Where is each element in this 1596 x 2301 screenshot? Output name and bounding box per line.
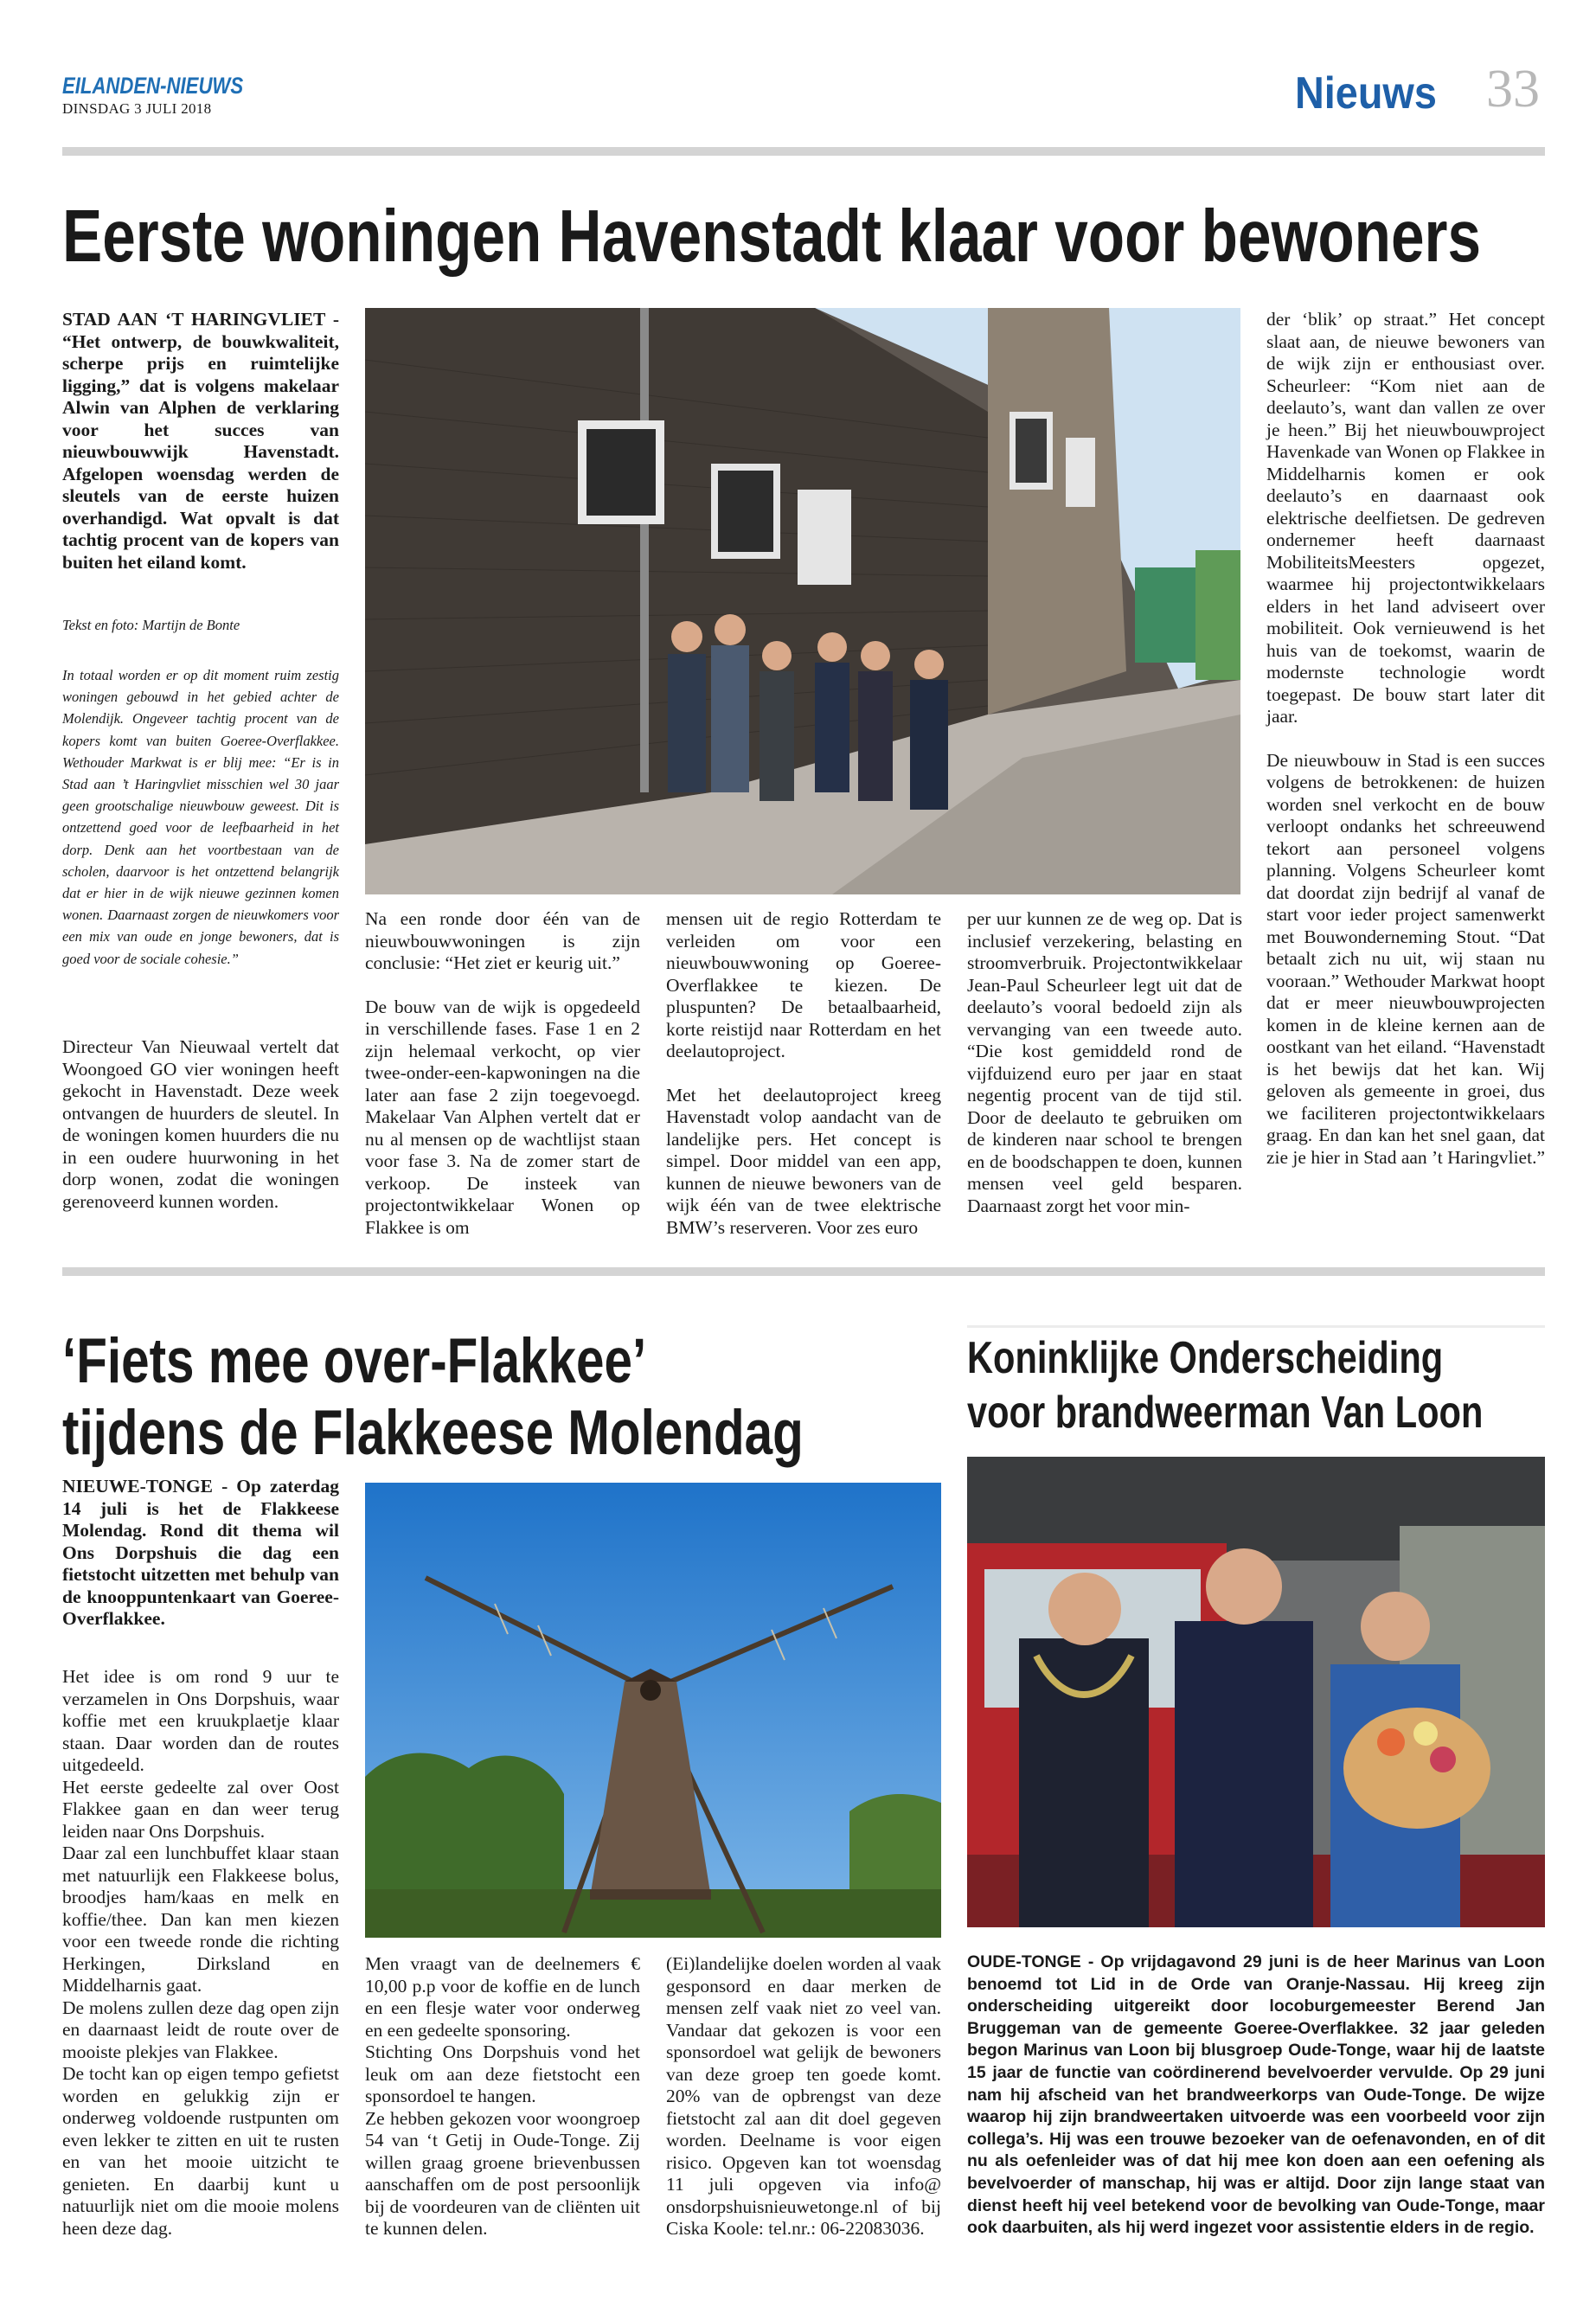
section-divider [62, 1267, 1545, 1276]
article1-col5 [1266, 309, 1545, 1169]
article1-col3-p2: Met het deelautoproject kreeg Havenstadt volop aandacht van de landelijke pers. Het concept is simpel. Door middel van een app, kunnen de nieuwe bewoners van de wijk één van de twee elektrische BMW’s reserveren. Voor zes euro [666, 1084, 941, 1238]
windmill-photo [365, 1483, 941, 1938]
article3-top-rule [967, 1325, 1545, 1328]
section-label: Nieuws [1295, 68, 1437, 119]
article1-credit-text: Tekst en foto: Martijn de Bonte [62, 617, 240, 633]
article1-col5-p2: De nieuwbouw in Stad is een succes volgens de betrokkenen: de huizen worden snel verkocht en de bouw verloopt ondanks het schreeuwend tekort aan personeel volgens planning. Volgens Scheurleer komt dat doordat zijn bedrijf al vanaf de start voor ieder project samenwerkt met Bouwonderneming Stout. “Dat betaalt zich nu uit, wij staan nu vooraan.” Wethouder Markwat hoopt dat er meer nieuwbouwprojecten komen in de kleine kernen aan de oostkant van het eiland. “Havenstadt is het bewijs dat het kan. Wij geloven als gemeente in groei, dus we faciliteren projectontwikkelaars graag. En dan kan het snel gaan, dat zie je hier in Stad aan ’t Haringvliet.” [1266, 749, 1545, 1168]
article1-headline: Eerste woningen Havenstadt klaar voor bewoners [62, 195, 1482, 278]
article1-col1-p1: Directeur Van Nieuwaal vertelt dat Woongoed GO vier woningen heeft gekocht in Havenstadt. Deze week ontvangen de huurders de sleutel. In de woningen komen huurders die nu in een oudere huurwoning in het dorp wonen, zodat die woningen gerenoveerd kunnen worden. [62, 1036, 339, 1212]
article2-col1-p4: De molens zullen deze dag open zijn en daarnaast leidt de route over de mooiste plekjes van Flakkee. [62, 1997, 339, 2062]
havenstadt-photo [365, 308, 1240, 894]
article3-headline-line1: Koninklijke Onderscheiding [967, 1333, 1444, 1383]
issue-date: DINSDAG 3 JULI 2018 [62, 100, 212, 117]
article1-col5-p1: der ‘blik’ op straat.” Het concept slaat aan, de nieuwe bewoners van de wijk zijn er enthousiast over. Scheurleer: “Kom niet aan de deelauto’s, want dan vallen ze over je heen.” Bij het nieuwbouwproject Havenkade van Wonen op Flakkee in Middelharnis komen er ook deelauto’s en daarnaast ook elektrische deelfietsen. De gedreven ondernemer heeft daarnaast MobiliteitsMeesters opgezet, waarmee hij projectontwikkelaars elders in het land adviseert over mobiliteit. Ook vernieuwend is het huis van de toekomst, waarin de modernste technologie wordt toegepast. De bouw start later dit jaar. [1266, 309, 1545, 727]
article1-intro [62, 664, 339, 970]
article1-col3 [666, 908, 941, 1239]
article2-col1 [62, 1666, 339, 2240]
article2-col1-p2: Het eerste gedeelte zal over Oost Flakkee gaan en dan weer terug leiden naar Ons Dorpshuis. [62, 1776, 339, 1842]
article1-col2-p1: Na een ronde door één van de nieuwbouwwoningen is zijn conclusie: “Het ziet er keurig uit.” [365, 908, 640, 973]
article3-caption: OUDE-TONGE - Op vrijdagavond 29 juni is de heer Marinus van Loon benoemd tot Lid in de Orde van Oranje-Nassau. Hij kreeg zijn onderscheiding uitgereikt door locoburgemeester Berend Jan Bruggeman van de gemeente Goeree-Overflakkee. 32 jaar geleden begon Marinus van Loon bij blusgroep Oude-Tonge, waar hij de laatste 15 jaar de functie van coördinerend bevelvoerder vervulde. Op 29 juni nam hij afscheid van het brandweerkorps van Oude-Tonge. De wijze waarop hij zijn brandweertaken uitvoerde was een voorbeeld voor zijn collega’s. Hij was een trouwe bezoeker van de oefenavonden, en of dit nu als oefenleider was of dat hij mee kon doen aan een oefening als bevelvoerder of manschap, hij was er altijd. Door zijn lange staat van dienst heeft hij veel betekend voor de bevolking van Oude-Tonge, maar ook daarbuiten, als hij werd ingezet voor assistentie elders in de regio. [967, 1952, 1545, 2238]
article3-headline-line2: voor brandweerman Van Loon [967, 1388, 1484, 1438]
article1-col1 [62, 1036, 339, 1213]
article1-intro-text: In totaal worden er op dit moment ruim zestig woningen gebouwd in het gebied achter de Molendijk. Ongeveer tachtig procent van de kopers komt van buiten Goeree-Overflakkee. Wethouder Markwat is er blij mee: “Er is in Stad aan ’t Haringvliet misschien wel 30 jaar geen grootschalige nieuwbouw geweest. Dit is ontzettend goed voor de leefbaarheid in het dorp. Denk aan het voortbestaan van de scholen, daarvoor is het ontzettend belangrijk dat er hier in de wijk nieuwe gezinnen komen wonen. Daarnaast zorgen de nieuwkomers voor een mix van oude en jonge bewoners, dat is goed voor de sociale cohesie.” [62, 667, 339, 967]
article1-lead-text: STAD AAN ‘T HARINGVLIET - “Het ontwerp, de bouwkwaliteit, scherpe prijs en ruimtelijke ligging,” dat is volgens makelaar Alwin van Alphen de verklaring voor het succes van nieuwbouwwijk Havenstadt. Afgelopen woensdag werden de sleutels van de eerste huizen overhandigd. Wat opvalt is dat tachtig procent van de kopers van buiten het eiland komt. [62, 309, 339, 573]
article2-col3-p1: (Ei)landelijke doelen worden al vaak gesponsord en daar merken de mensen zelf vaak niet zo veel van. Vandaar dat gekozen is voor een sponsordoel wat gelijk de bewoners van deze groep ten goede komt. 20% van de opbrengst van deze fietstocht zal aan dit doel gegeven worden. Deelname is voor eigen risico. Opgeven kan tot woensdag 11 juli opgeven via info@ onsdorpshuisnieuwetonge.nl of bij Ciska Koole: tel.nr.: 06-22083036. [666, 1953, 941, 2239]
article1-col2-p2: De bouw van de wijk is opgedeeld in verschillende fases. Fase 1 en 2 zijn helemaal verkocht, op vier twee-onder-een-kapwoningen na die later aan fase 2 zijn toegevoegd. Makelaar Van Alphen vertelt dat er nu al mensen op de wachtlijst staan voor fase 3. Na de zomer start de verkoop. De insteek van projectontwikkelaar Wonen op Flakkee is om [365, 996, 640, 1238]
article1-credit [62, 614, 339, 636]
article1-lead [62, 309, 339, 574]
article2-col3 [666, 1953, 941, 2240]
article1-col3-p1: mensen uit de regio Rotterdam te verleiden om voor een nieuwbouwwoning op Goeree-Overflakkee te kiezen. De pluspunten? De betaalbaarheid, korte reistijd naar Rotterdam en het deelautoproject. [666, 908, 941, 1061]
article2-headline-line2: tijdens de Flakkeese Molendag [62, 1398, 804, 1468]
article1-col4-p1: per uur kunnen ze de weg op. Dat is inclusief verzekering, belasting en stroomverbruik. Projectontwikkelaar Jean-Paul Scheurleer legt uit dat de deelauto’s vooral bedoeld zijn als vervanging van een tweede auto. “Die kost gemiddeld rond de vijfduizend euro per jaar en staat negentig procent van de tijd stil. Door de deelauto te gebruiken om de kinderen naar school te brengen en de boodschappen te doen, kunnen mensen veel geld besparen. Daarnaast zorgt het voor min- [967, 908, 1242, 1216]
page-number: 33 [1486, 60, 1540, 119]
article1-col4 [967, 908, 1242, 1217]
article2-lead-text: NIEUWE-TONGE - Op zaterdag 14 juli is het de Flakkeese Molendag. Rond dit thema wil Ons Dorpshuis die dag een fietstocht uitzetten met behulp van de knooppuntenkaart van Goeree-Overflakkee. [62, 1476, 339, 1629]
header-divider [62, 147, 1545, 156]
article2-col2 [365, 1953, 640, 2240]
masthead-logo: EILANDEN-NIEUWS [62, 73, 244, 99]
article2-col2-p1: Men vraagt van de deelnemers € 10,00 p.p voor de koffie en de lunch en een flesje water voor onderweg en een gedeelte sponsoring. [365, 1953, 640, 2041]
article2-headline-line1: ‘Fiets mee over-Flakkee’ [62, 1326, 647, 1396]
article1-col2 [365, 908, 640, 1239]
article2-lead [62, 1476, 339, 1631]
article2-col1-p1: Het idee is om rond 9 uur te verzamelen in Ons Dorpshuis, waar koffie met een kruukplaetje klaar staan. Daar worden dan de routes uitgedeeld. [62, 1666, 339, 1775]
article2-col2-p3: Ze hebben gekozen voor woongroep 54 van ‘t Getij in Oude-Tonge. Zij willen graag groene brievenbussen aanschaffen om de post persoonlijk bij de voordeuren van de cliënten uit te kunnen delen. [365, 2107, 640, 2239]
award-photo [967, 1457, 1545, 1927]
article2-col1-p3: Daar zal een lunchbuffet klaar staan met natuurlijk een Flakkeese bolus, broodjes ham/kaas en melk en koffie/thee. Dan kan men kiezen voor een tweede ronde die richting Herkingen, Dirksland en Middelharnis gaat. [62, 1843, 339, 1996]
article2-col2-p2: Stichting Ons Dorpshuis vond het leuk om aan deze fietstocht een sponsordoel te hangen. [365, 2041, 640, 2106]
article2-col1-p5: De tocht kan op eigen tempo gefietst worden en gelukkig zijn er onderweg voldoende rustpunten om even lekker te zitten en uit te rusten en van het mooie uitzicht te genieten. En daarbij kunt u natuurlijk niet om die mooie molens heen deze dag. [62, 2063, 339, 2239]
